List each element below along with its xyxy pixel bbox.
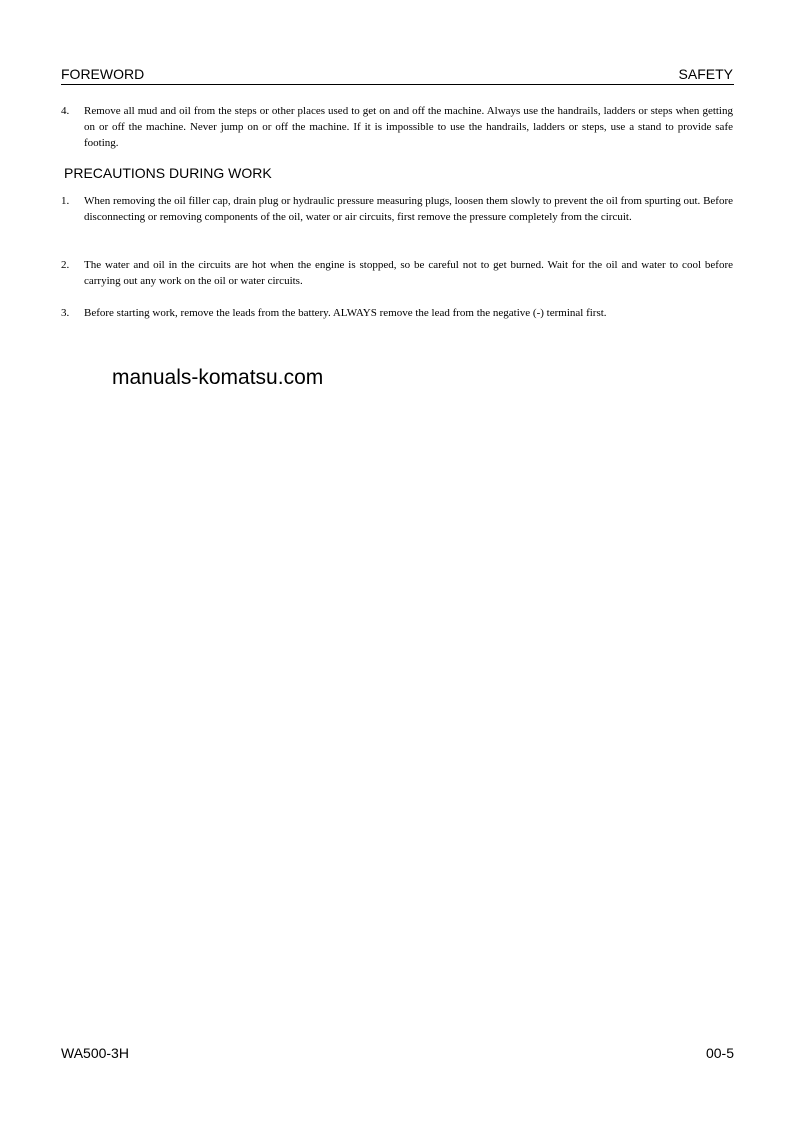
list-item-number: 2. <box>61 259 70 271</box>
list-item-text: Remove all mud and oil from the steps or other places used to get on and off the machine. Always use the handrails, ladders or steps when getting on or off the machine. Never jump on or off the machine. If it is impossible to use the handrails, ladders or steps, use a stand to provide safe footing. <box>84 105 733 149</box>
footer-model: WA500-3H <box>61 1045 129 1061</box>
list-item-1 <box>61 193 733 225</box>
list-item-number: 4. <box>61 105 70 117</box>
list-item-text: The water and oil in the circuits are hot when the engine is stopped, so be careful not to get burned. Wait for the oil and water to cool before carrying out any work on the oil or water circuits. <box>84 259 733 287</box>
header-chapter: FOREWORD <box>61 66 145 82</box>
list-item-4 <box>61 103 733 151</box>
list-item-3 <box>61 305 733 321</box>
header-section: SAFETY <box>678 66 733 82</box>
list-item-number: 3. <box>61 307 70 319</box>
page-footer <box>61 1045 734 1061</box>
watermark-text: manuals-komatsu.com <box>112 366 324 389</box>
list-item-text: Before starting work, remove the leads from the battery. ALWAYS remove the lead from the negative (-) terminal first. <box>84 307 607 319</box>
section-heading: PRECAUTIONS DURING WORK <box>64 165 272 181</box>
list-item-number: 1. <box>61 195 70 207</box>
header-divider <box>61 84 734 85</box>
page-header <box>61 66 733 82</box>
footer-page-number: 00-5 <box>705 1045 734 1061</box>
list-item-2 <box>61 257 733 289</box>
list-item-text: When removing the oil filler cap, drain plug or hydraulic pressure measuring plugs, loosen them slowly to prevent the oil from spurting out. Before disconnecting or removing components of the oil, water or air circuits, first remove the pressure completely from the circuit. <box>84 195 733 223</box>
